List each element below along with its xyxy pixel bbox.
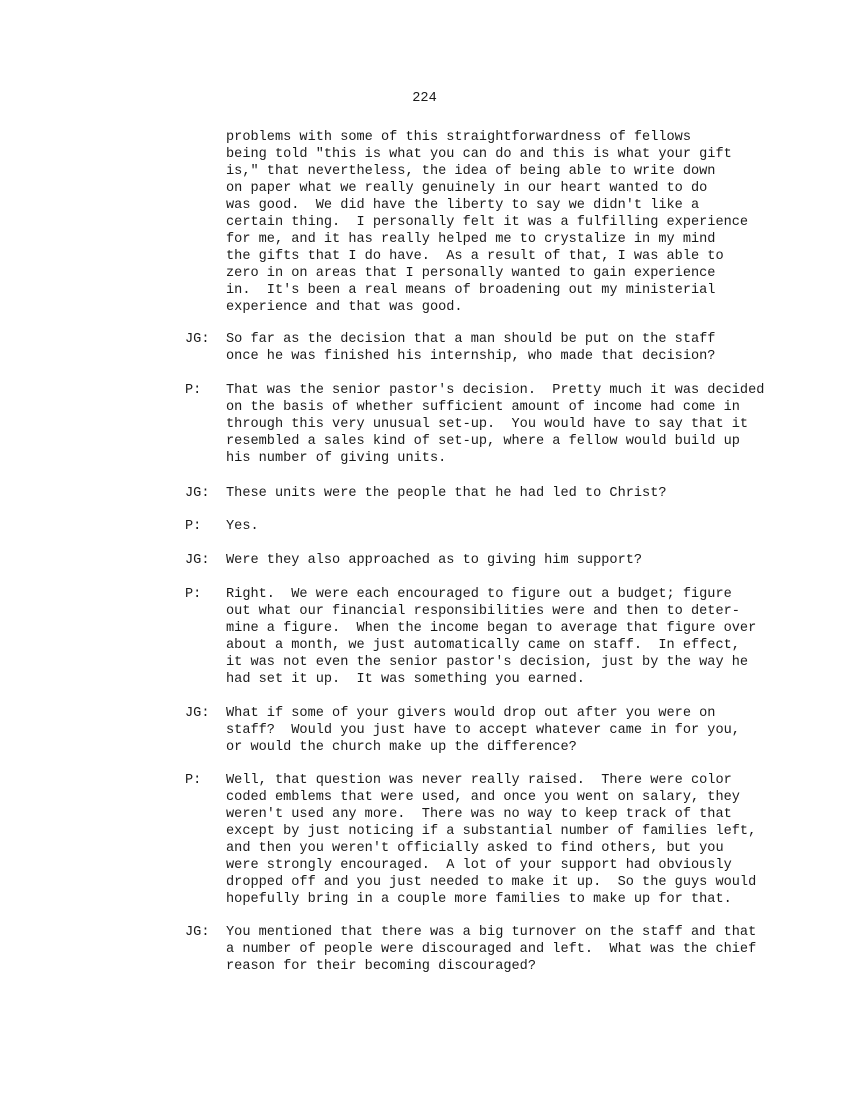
speaker-label: JG:: [185, 486, 210, 501]
text-line: Right. We were each encouraged to figure out a budget; figure: [226, 587, 732, 602]
exchange-text: [226, 705, 740, 756]
text-line: his number of giving units.: [226, 451, 447, 466]
text-line: or would the church make up the difference?: [226, 740, 577, 755]
speaker-label: JG:: [185, 706, 210, 721]
speaker-label: JG:: [185, 332, 210, 347]
text-line: was good. We did have the liberty to say we didn't like a: [226, 198, 700, 213]
text-line: is," that nevertheless, the idea of being able to write down: [226, 164, 716, 179]
exchange-text: [226, 924, 756, 975]
exchange-text: [226, 518, 259, 535]
text-line: once he was finished his internship, who made that decision?: [226, 349, 716, 364]
exchange-text: [226, 552, 642, 569]
speaker-label: P:: [185, 587, 202, 602]
speaker-label: P:: [185, 383, 202, 398]
text-line: zero in on areas that I personally wanted to gain experience: [226, 266, 716, 281]
speaker-label: P:: [185, 519, 202, 534]
text-line: staff? Would you just have to accept whatever came in for you,: [226, 723, 740, 738]
text-line: certain thing. I personally felt it was a fulfilling experience: [226, 215, 749, 230]
text-line: on paper what we really genuinely in our heart wanted to do: [226, 181, 708, 196]
text-line: except by just noticing if a substantial number of families left,: [226, 824, 757, 839]
text-line: experience and that was good.: [226, 300, 463, 315]
text-line: That was the senior pastor's decision. Pretty much it was decided: [226, 383, 765, 398]
speaker-label: JG:: [185, 553, 210, 568]
text-line: were strongly encouraged. A lot of your support had obviously: [226, 858, 732, 873]
page-number: 224: [412, 91, 437, 106]
text-line: being told "this is what you can do and this is what your gift: [226, 147, 732, 162]
continuation-text: [226, 129, 748, 316]
exchange-text: [226, 586, 756, 688]
exchange-text: [226, 485, 667, 502]
text-line: Were they also approached as to giving him support?: [226, 553, 643, 568]
text-line: a number of people were discouraged and left. What was the chief: [226, 942, 757, 957]
text-line: on the basis of whether sufficient amount of income had come in: [226, 400, 740, 415]
text-line: through this very unusual set-up. You would have to say that it: [226, 417, 749, 432]
text-line: problems with some of this straightforwardness of fellows: [226, 130, 691, 145]
text-line: had set it up. It was something you earned.: [226, 672, 585, 687]
text-line: hopefully bring in a couple more families to make up for that.: [226, 892, 732, 907]
exchange-text: [226, 382, 764, 467]
text-line: for me, and it has really helped me to crystalize in my mind: [226, 232, 716, 247]
text-line: What if some of your givers would drop out after you were on: [226, 706, 716, 721]
text-line: So far as the decision that a man should be put on the staff: [226, 332, 716, 347]
text-line: Yes.: [226, 519, 259, 534]
text-line: You mentioned that there was a big turnover on the staff and that: [226, 925, 757, 940]
speaker-label: P:: [185, 773, 202, 788]
text-line: in. It's been a real means of broadening out my ministerial: [226, 283, 716, 298]
text-line: mine a figure. When the income began to average that figure over: [226, 621, 757, 636]
speaker-label: JG:: [185, 925, 210, 940]
text-line: it was not even the senior pastor's decision, just by the way he: [226, 655, 749, 670]
text-line: about a month, we just automatically came on staff. In effect,: [226, 638, 740, 653]
text-line: resembled a sales kind of set-up, where a fellow would build up: [226, 434, 740, 449]
text-line: out what our financial responsibilities were and then to deter-: [226, 604, 740, 619]
exchange-text: [226, 772, 756, 908]
text-line: dropped off and you just needed to make it up. So the guys would: [226, 875, 757, 890]
text-line: and then you weren't officially asked to find others, but you: [226, 841, 724, 856]
text-line: These units were the people that he had led to Christ?: [226, 486, 667, 501]
text-line: Well, that question was never really raised. There were color: [226, 773, 732, 788]
exchange-text: [226, 331, 715, 365]
text-line: reason for their becoming discouraged?: [226, 959, 536, 974]
text-line: the gifts that I do have. As a result of that, I was able to: [226, 249, 724, 264]
text-line: weren't used any more. There was no way to keep track of that: [226, 807, 732, 822]
text-line: coded emblems that were used, and once you went on salary, they: [226, 790, 740, 805]
